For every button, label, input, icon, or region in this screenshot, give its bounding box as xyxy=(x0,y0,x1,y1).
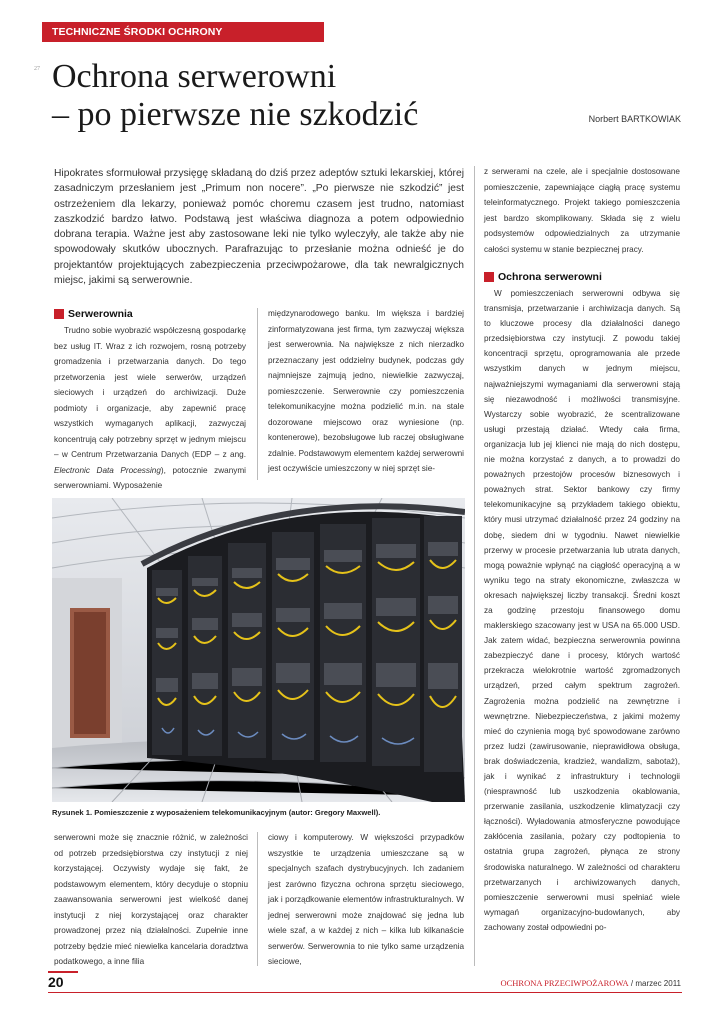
article-author: Norbert BARTKOWIAK xyxy=(588,114,681,124)
server-room-photo xyxy=(52,498,465,802)
article-lead: Hipokrates sformułował przysięgę składaną do dziś przez adeptów sztuki lekarskiej, której zasadniczym przesłaniem jest „Primum non nocere”. „Po pierwsze nie szkodzić” jest ostrzeżeniem dla lekarzy, ponieważ pomóc choremu czasem jest trudno, natomiast zaszkodzić bardzo łatwo. Podstawą jest właściwa diagnoza a potem odpowiednio dobrana terapia. Ważne jest aby zastosowane leki nie tylko wyleczyły, ale także aby nie spowodowały skutków ubocznych. Parafrazując to przesłanie można odnieść je do projektantów projektujących zabezpieczenia przeciwpożarowe, dla tak newralgicznych miejsc, jakimi są serwerownie. xyxy=(54,168,464,287)
column-1-bottom xyxy=(54,830,248,970)
server-racks-illustration xyxy=(52,498,465,802)
title-line-2: – po pierwsze nie szkodzić xyxy=(52,96,419,133)
column-2-top xyxy=(268,306,464,477)
paragraph: Trudno sobie wyobrazić współczesną gospodarkę bez usług IT. Wraz z ich rozwojem, rosną potrzeby gromadzenia i przetwarzania danych. Do tego przetworzenia jest wiele serwerów, urządzeń sieciowych i urządzeń do archiwizacji. Duże podmioty i organizacje, aby zapewnić pracę wszystkich wymaganych aplikacji, zazwyczaj koncentrują cały potrzebny sprzęt w jednym miejscu – w Centrum Przetwarzania Danych (EDP – z ang. Electronic Data Processing), potocznie zwanymi serwerowniami. Wyposażenie xyxy=(54,326,246,490)
paragraph: W pomieszczeniach serwerowni odbywa się transmisja, przetwarzanie i archiwizacja danych. Są to kluczowe procesy dla działalności danego przedsiębiorstwa czy instytucji. Z powodu takiej koncentracji sprzętu, oprogramowania ale przede wszystkim danych w jednym miejscu, najważniejszymi wymaganiami dla serwerowni stają się niezawodność i możliwości transmisyjne. Wystarczy sobie wyobrazić, że scentralizowane usługi przestają działać. Wtedy cała firma, organizacja lub jej klienci nie mają do nich dostępu, nie można korzystać z danych, a to prowadzi do poważnych przestojów procesów biznesowych i poważnych strat. Sektor bankowy czy firmy telekomunikacyjne są przykładem takiego obiektu, który musi utrzymać działalność przez 24 godziny na dobę, siedem dni w tygodniu. Nawet niewielkie przerwy w procesie przetwarzania lub utrata danych, mogą poważnie wpłynąć na ciągłość operacyjną a w wyniku tego na straty ekonomiczne, zwłaszcza w okresach największej liczby transakcji. Średni koszt za godzinę przestoju finansowego domu maklerskiego szacowany jest w USA na 65.000 USD. Jak zatem widać, bezpieczna serwerownia powinna zabezpieczyć dane i procesy, których wartość przekracza wielokrotnie wartość zgromadzonych urządzeń, przed całym spektrum zagrożeń. Zagrożenia można podzielić na zewnętrzne i wewnętrzne. Niebezpieczeństwa, z jakimi możemy mieć do czynienia mogą być spowodowane zarówno przez ludzi (zawirusowanie, nieprawidłowa obsługa, brak doświadczenia, kradzież, wandalizm, sabotaż), jak i wynikać z infrastruktury i technologii (niesprawność lub uszkodzenia okablowania, przerwanie zasilania, uszkodzenie klimatyzacji czy łączności). Wyładowania atmosferyczne powodujące zakłócenia zasilania, pożary czy podtopienia to ostatnia grupa zagrożeń, płynąca ze strony środowiska naturalnego. W zależności od charakteru przetwarzanych i archiwizowanych danych, pomieszczenie serwerowni musi spełniać wiele wymagań organizacyjno-budowlanych, aby zachowany został odpowiedni po- xyxy=(484,289,680,932)
publication-issue: / marzec 2011 xyxy=(628,979,681,988)
section-label-bar: TECHNICZNE ŚRODKI OCHRONY PRZECIWPOŻAROWEJ xyxy=(42,22,324,42)
column-divider xyxy=(474,166,475,966)
figure-caption: Rysunek 1. Pomieszczenie z wyposażeniem telekomunikacyjnym (autor: Gregory Maxwell). xyxy=(52,808,381,817)
paragraph: ciowy i komputerowy. W większości przypadków wszystkie te urządzenia umieszczane są w specjalnych szafach dystrybucyjnych. Ich zadaniem jest zarówno fizyczna ochrona sprzętu sieciowego, jak i porządkowanie elementów infrastrukturalnych. W jednej serwerowni może znajdować się jedna lub wiele szaf, a w każdej z nich – kilka lub kilkanaście serwerów. Serwerownia to nie tylko same urządzenia sieciowe, xyxy=(268,833,464,966)
publication-name: OCHRONA PRZECIWPOŻAROWA xyxy=(500,978,629,988)
footer-publication xyxy=(500,978,681,988)
page-number: 20 xyxy=(48,974,64,990)
title-line-1: Ochrona serwerowni xyxy=(52,58,337,95)
footer-rule xyxy=(48,992,682,993)
column-divider xyxy=(257,308,258,480)
article-title xyxy=(52,58,418,134)
column-2-bottom xyxy=(268,830,464,970)
section-heading-ochrona-serwerowni: Ochrona serwerowni xyxy=(484,269,680,285)
column-divider xyxy=(257,832,258,966)
footer-accent-line xyxy=(48,971,78,973)
heading-square-icon xyxy=(484,272,494,282)
paragraph: serwerowni może się znacznie różnić, w zależności od potrzeb przedsiębiorstwa czy instytucji z niej korzystającej. Oczywisty wydaje się fakt, że podstawowym elementem, który decyduje o stopniu zaawansowania serwerowni jest wielkość danej instytucji z niej korzystającej oraz charakter prowadzonej przez nią działalności. Zupełnie inne potrzeby będzie mieć niewielka kancelaria doradztwa podatkowego, a inne filia xyxy=(54,833,248,966)
heading-square-icon xyxy=(54,309,64,319)
column-1-top xyxy=(54,306,246,494)
section-heading-serwerownia: Serwerownia xyxy=(54,306,246,322)
paragraph: międzynarodowego banku. Im większa i bardziej zinformatyzowana jest firma, tym zazwyczaj większa jest serwerownia. Na największe z nich nierzadko przeznaczany jest oddzielny budynek, podczas gdy najmniejsze zajmują jedno, niewielkie zazwyczaj, pomieszczenie. Serwerownie czy pomieszczenia telekomunikacyjne można podzielić m.in. na stale dozorowane miejscowo oraz wyniesione (np. kontenerowe), bezobsługowe lub raczej obsługiwane zdalnie. Podstawowym elementem każdej serwerowni jest oczywiście umieszczony w niej sprzęt sie- xyxy=(268,309,464,473)
paragraph: z serwerami na czele, ale i specjalnie dostosowane pomieszczenie, zapewniające ciągłą pracę systemu teleinformatycznego. Projekt takiego pomieszczenia jest bardzo skomplikowany. Składa się z wielu podsystemów odpowiedzialnych za utrzymanie całości systemu w stanie bezpiecznej pracy. xyxy=(484,167,680,254)
page-reference: 27 xyxy=(34,66,40,72)
column-3 xyxy=(484,164,680,935)
